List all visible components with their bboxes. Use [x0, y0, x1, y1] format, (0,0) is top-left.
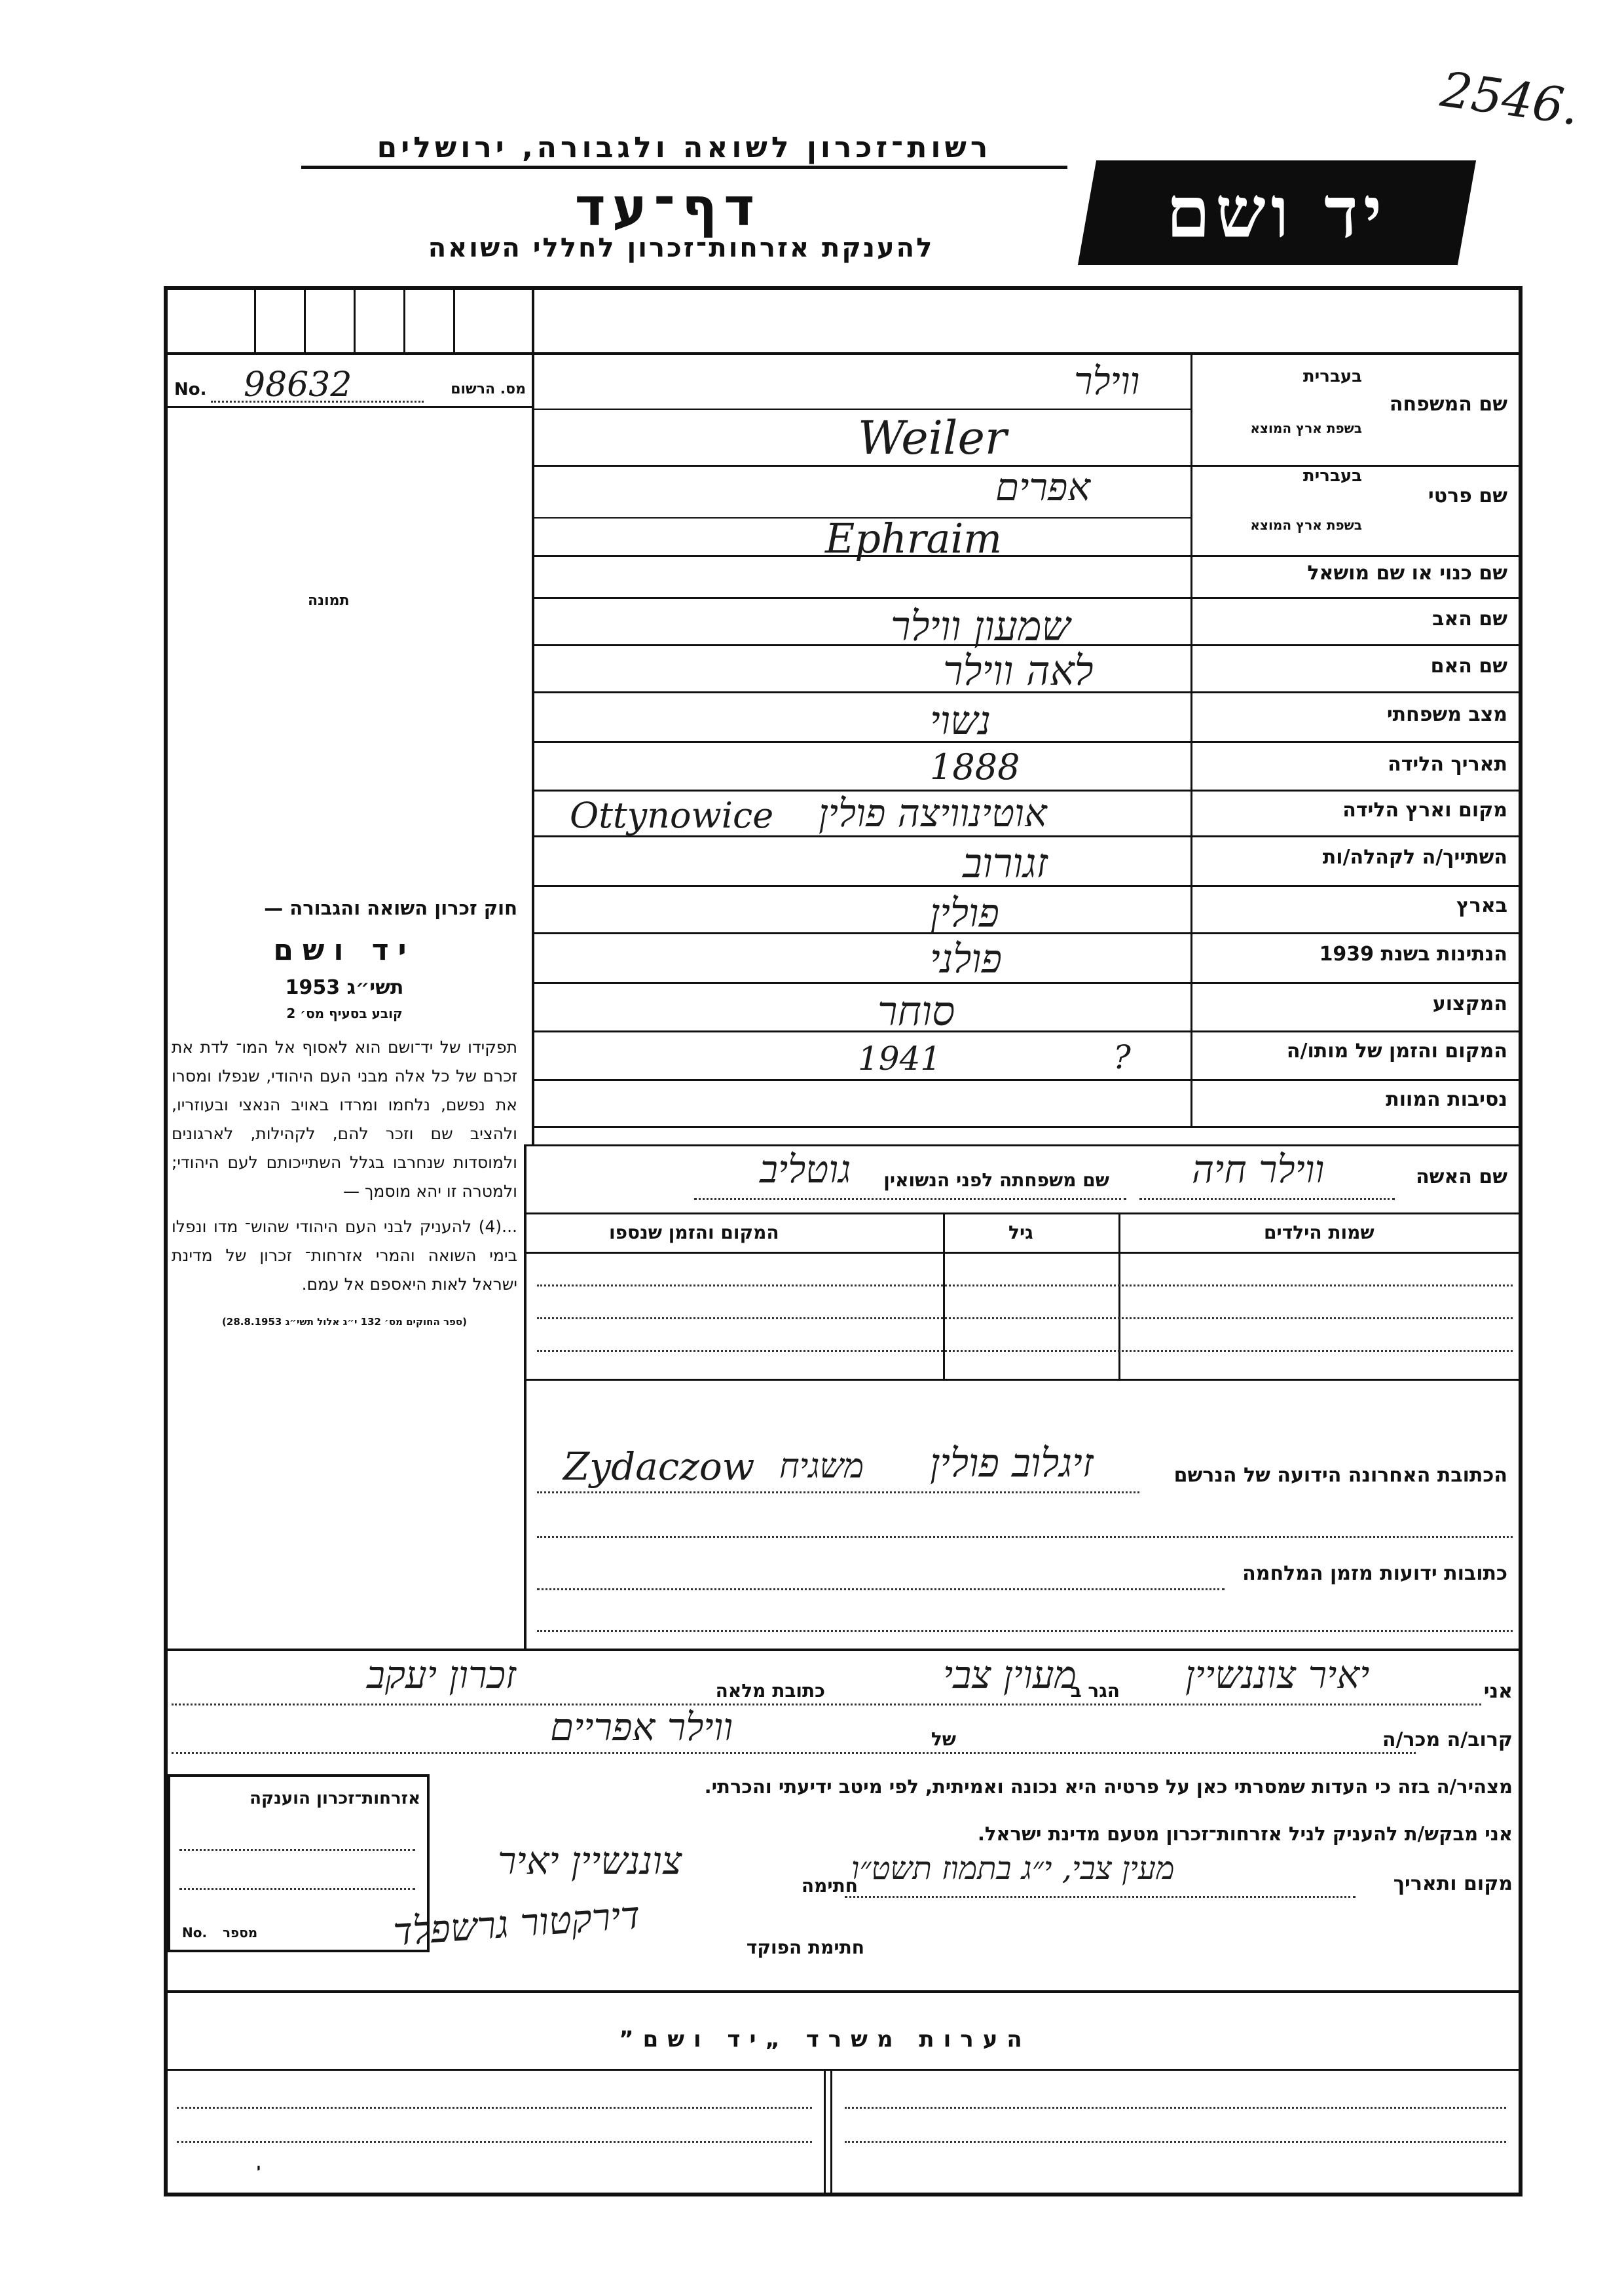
top-strip-bottom [168, 352, 1519, 355]
children-col-place: המקום והזמן שנספו [609, 1222, 779, 1243]
logo-text: יד ושם [1166, 171, 1388, 254]
wife-maiden-value: גוטליב [760, 1147, 851, 1192]
law-para2: ...(4) להעניק לבני העם היהודי שהוש־ מדו ונפלו בימי השואה והמרי אזרחות־ זכרון של מדינת ישראל לאות היאספם אל עמם. [172, 1217, 517, 1294]
firstname-label: שם פרטי [1428, 484, 1507, 507]
citizenship-box-no: No. [182, 1925, 208, 1941]
surname-latin-value: Weiler [858, 411, 1007, 465]
mother-value: לאה ווילר [943, 647, 1094, 695]
request-text: אני מבקש/ת להעניק לניל אזרחות־זכרון מטעם מדינת ישראל. [977, 1823, 1513, 1845]
firstname-origin-label: בשפת ארץ המוצא [1250, 517, 1362, 533]
place-date-label: מקום ותאריך [1393, 1872, 1513, 1895]
officer-value: דירקטור גרשפלד [392, 1892, 642, 1955]
officer-label: חתימת הפוקד [746, 1937, 864, 1958]
declare-text: מצהיר/ה בזה כי העדות שמסרתי כאן על פרטיה היא נכונה ואמיתית, לפי מיטב ידיעתי והכרתי. [704, 1776, 1513, 1798]
firstname-heb-label: בעברית [1302, 466, 1362, 486]
citizenship-1939-value: פולני [930, 936, 1003, 982]
yad-vashem-logo [1078, 160, 1476, 265]
surname-origin-label: בשפת ארץ המוצא [1250, 420, 1362, 436]
profession-label: המקצוע [1432, 993, 1507, 1015]
marital-label: מצב משפחתי [1386, 703, 1507, 726]
children-col-names: שמות הילדים [1264, 1222, 1375, 1243]
firstname-latin-value: Ephraim [825, 515, 1003, 562]
birthplace-latin-value: Ottynowice [570, 795, 774, 836]
left-column-divider [532, 352, 534, 1144]
declarant-full-addr: זכרון יעקב [367, 1652, 517, 1697]
wife-value: ווילר חיה [1192, 1147, 1325, 1192]
footer-mark: י [257, 2160, 261, 2176]
surname-heb-value: ווילר [1074, 359, 1140, 403]
declarant-i-label: אני [1483, 1680, 1513, 1703]
law-year: תשי״ג 1953 [285, 976, 404, 999]
page-title: דף־עד [574, 177, 762, 238]
declarant-relative-label: קרוב/ה מכר/ה [1382, 1728, 1513, 1751]
country-label: בארץ [1456, 894, 1507, 917]
citizenship-1939-label: הנתינות בשנת 1939 [1319, 943, 1507, 966]
law-block [172, 897, 517, 1328]
father-label: שם האב [1432, 608, 1507, 630]
declarant-resides-label: הגר ב [1070, 1680, 1120, 1702]
country-value: פולין [930, 890, 999, 936]
page-subtitle: להענקת אזרחות־זכרון לחללי השואה [428, 233, 934, 263]
office-notes-title: הערות משרד „יד ושם” [619, 2026, 1031, 2052]
nickname-label: שם כנוי או שם מושאל [1307, 562, 1507, 585]
children-col-age: גיל [1008, 1222, 1033, 1243]
last-address-label: הכתובת האחרונה הידועה של הנרשם [1173, 1464, 1507, 1487]
firstname-heb-value: אפרים [995, 465, 1091, 509]
law-para1: תפקידו של יד־ושם הוא לאסוף אל המו־ לדת את זכרם של כל אלה מבני העם היהודי, שנפלו ומסרו את נפשם, נלחמו ומרדו באויב הנאצי ובעוזריו, ולהציב שם וזכר להם, לקהילות, לארגונים ולמוסדות שנחרבו בגלל השתייכותם לעם היהודי; ולמטרה זו יהא מוסמך — [172, 1038, 517, 1201]
place-date-value: מעין צבי, י״ג בתמוז תשט״ו [851, 1850, 1175, 1887]
archive-number: 2546. [1437, 61, 1583, 137]
sign-label: חתימה [801, 1875, 858, 1897]
wife-label: שם האשה [1416, 1165, 1507, 1188]
marital-value: נשוי [930, 698, 991, 744]
law-clause: קובע בסעיף מס׳ 2 [286, 1006, 403, 1021]
profession-value: סוחר [877, 987, 955, 1035]
registration-no [172, 365, 528, 406]
father-value: שמעון ווילר [891, 602, 1071, 650]
birthdate-value: 1888 [930, 746, 1020, 788]
death-mark: ? [1113, 1038, 1131, 1076]
citizenship-box-number-label: מספר [223, 1925, 258, 1941]
declarant-name: יאיר צוננשיין [1185, 1652, 1370, 1697]
last-address-latin: Zydaczow [563, 1444, 755, 1489]
death-label: המקום והזמן של מותו/ה [1286, 1040, 1507, 1063]
community-value: זגורוב [963, 839, 1048, 887]
community-label: השתייך/ה לקהלה/ות [1322, 846, 1507, 869]
declarant-of-value: ווילר אפריים [550, 1705, 733, 1749]
wife-maiden-label: שם משפחתה לפני הנשואין [883, 1169, 1109, 1191]
declarant-city: מעוין צבי [943, 1652, 1077, 1697]
birthdate-label: תאריך הלידה [1388, 753, 1507, 776]
last-address-note: משגיח [779, 1447, 864, 1486]
birthplace-value: אוטינוויצה פולין [819, 791, 1047, 835]
no-prefix: No. [174, 380, 207, 399]
death-circumstances-label: נסיבות המוות [1386, 1088, 1507, 1111]
war-address-label: כתובות ידועות מזמן המלחמה [1242, 1562, 1507, 1585]
citizenship-box-title: אזרחות־זכרון הוענקה [249, 1789, 420, 1808]
registration-number-value: 98632 [244, 365, 352, 405]
declarant-of-label: של [931, 1728, 956, 1750]
surname-label: שם המשפחה [1389, 393, 1507, 416]
mother-label: שם האם [1430, 655, 1507, 678]
photo-label: תמונה [308, 592, 350, 609]
birthplace-label: מקום וארץ הלידה [1342, 799, 1507, 822]
death-year-value: 1941 [858, 1040, 942, 1078]
citizenship-granted-box [168, 1774, 430, 1952]
law-title: חוק זכרון השואה והגבורה — [264, 897, 517, 919]
authority-title: רשות־זכרון לשואה ולגבורה, ירושלים [301, 131, 1067, 169]
law-name: יד ושם [273, 934, 416, 967]
last-address-value: זיגלוב פולין [930, 1440, 1094, 1486]
law-source: (ספר החוקים מס׳ 132 י״ג אלול תשי״ג 28.8.1953) [222, 1316, 467, 1328]
surname-heb-label: בעברית [1302, 367, 1362, 386]
registration-number-label: מס. הרשום [451, 381, 526, 397]
declarant-full-addr-label: כתובת מלאה [715, 1680, 825, 1702]
label-column-divider [1190, 352, 1192, 1127]
sign-value: צוננשיין יאיר [498, 1838, 682, 1883]
